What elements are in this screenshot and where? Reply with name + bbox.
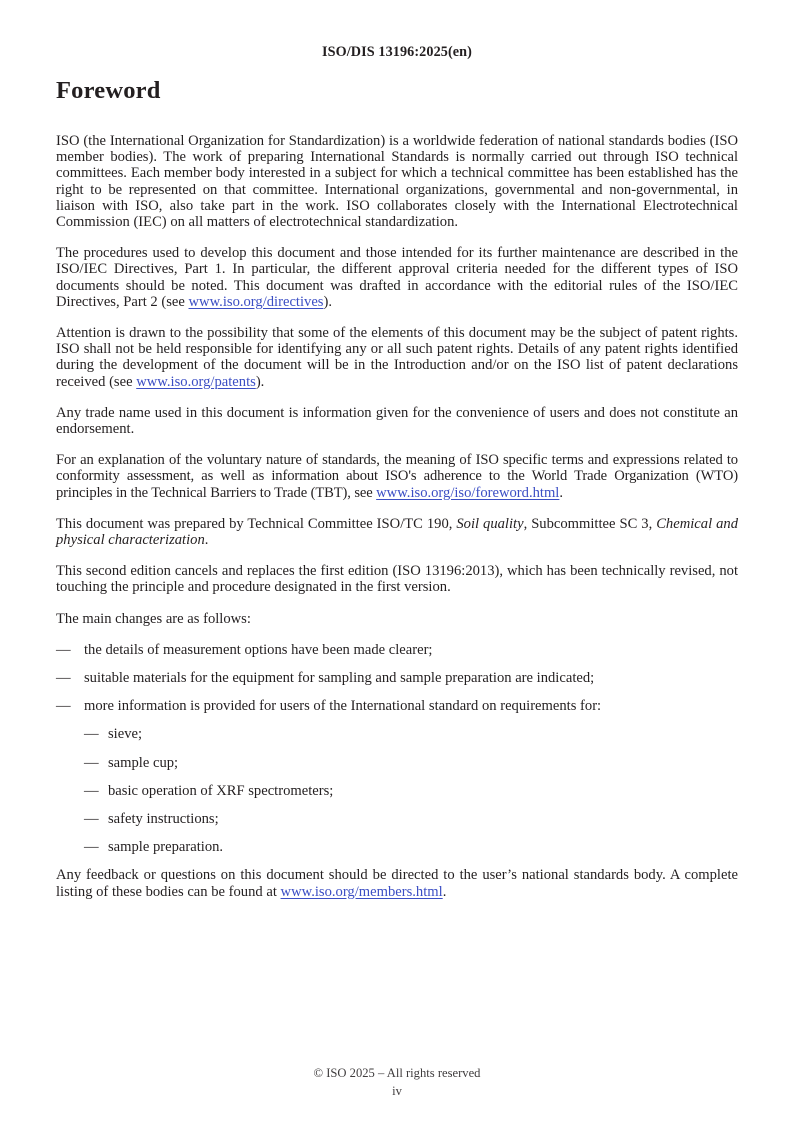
paragraph-patent-rights-text: Attention is drawn to the possibility that some of the elements of this document may be the subject of patent rights. ISO shall not be held responsible for identifying any or all such patent rights. Details of any patent rights identified during the development of the document will be in the Introduction and/or on the ISO list of patent declarations received (see [56, 324, 738, 390]
paragraph-procedures [56, 245, 738, 310]
link-iso-members[interactable]: www.iso.org/members.html [280, 883, 443, 900]
link-iso-foreword[interactable]: www.iso.org/iso/foreword.html [376, 484, 560, 501]
list-item [84, 726, 738, 742]
page-title: Foreword [56, 77, 161, 104]
paragraph-patent-rights [56, 325, 738, 390]
em-dash-icon: — [56, 698, 71, 715]
list-item [84, 755, 738, 771]
paragraph-procedures-tail: ). [323, 293, 333, 310]
paragraph-second-edition: This second edition cancels and replaces the first edition (ISO 13196:2013), which has been technically revised, not touching the principle and procedure designated in the first version. [56, 563, 738, 596]
paragraph-technical-committee [56, 516, 738, 548]
em-dash-icon: — [84, 811, 99, 828]
link-iso-patents[interactable]: www.iso.org/patents [136, 373, 256, 390]
em-dash-icon: — [84, 726, 99, 743]
paragraph-main-changes-intro: The main changes are as follows: [56, 610, 251, 627]
tc-prefix: This document was prepared by Technical Committee ISO/TC 190, [56, 515, 457, 532]
document-body [56, 78, 738, 915]
tc-middle: , Subcommittee SC 3, [523, 515, 657, 532]
running-header: ISO/DIS 13196:2025(en) [322, 44, 472, 60]
page-number: iv [392, 1084, 402, 1098]
em-dash-icon: — [84, 782, 99, 799]
list-item-label: sample cup; [108, 754, 179, 771]
list-item-label: suitable materials for the equipment for sampling and sample preparation are indicated; [84, 670, 595, 687]
paragraph-feedback-text: Any feedback or questions on this document should be directed to the user’s national standards body. A complete listing of these bodies can be found at [56, 867, 738, 900]
list-item-label: safety instructions; [108, 811, 219, 828]
list-item-label: more information is provided for users of the International standard on requirements for: [84, 698, 602, 715]
main-changes-list [56, 642, 738, 715]
tc-suffix: . [204, 532, 209, 548]
list-item [84, 783, 738, 799]
list-item [56, 698, 738, 714]
list-item-label: sample preparation. [108, 839, 224, 856]
list-item [84, 811, 738, 827]
paragraph-voluntary-nature [56, 452, 738, 501]
link-iso-directives[interactable]: www.iso.org/directives [188, 293, 324, 310]
paragraph-voluntary-nature-text: For an explanation of the voluntary nature of standards, the meaning of ISO specific terms and expressions related to conformity assessment, as well as information about ISO's adherence to the World Trade Organization (WTO) principles in the Technical Barriers to Trade (TBT), see [56, 452, 738, 501]
paragraph-patent-rights-tail: ). [255, 373, 265, 390]
list-item-label: basic operation of XRF spectrometers; [108, 782, 334, 799]
list-item-label: the details of measurement options have been made clearer; [84, 641, 433, 658]
paragraph-procedures-text: The procedures used to develop this document and those intended for its further maintenance are described in the ISO/IEC Directives, Part 1. In particular, the different approval criteria needed for the different types of ISO documents should be noted. This document was drafted in accordance with the editorial rules of the ISO/IEC Directives, Part 2 (see [56, 245, 738, 310]
tc-subcommittee-title: Chemical and physical characterization [56, 515, 738, 548]
copyright-notice: © ISO 2025 – All rights reserved [313, 1066, 481, 1080]
paragraph-trade-name: Any trade name used in this document is information given for the convenience of users and does not constitute an endorsement. [56, 404, 738, 437]
em-dash-icon: — [84, 839, 99, 856]
paragraph-iso-description: ISO (the International Organization for Standardization) is a worldwide federation of national standards bodies (ISO member bodies). The work of preparing International Standards is normally carried out through ISO technical committees. Each member body interested in a subject for which a technical committee has been established has the right to be represented on that committee. International organizations, governmental and non-governmental, in liaison with ISO, also take part in the work. ISO collaborates closely with the International Electrotechnical Commission (IEC) on all matters of electrotechnical standardization. [56, 132, 738, 230]
requirements-sublist [56, 726, 738, 855]
em-dash-icon: — [56, 641, 71, 658]
list-item [56, 670, 738, 686]
paragraph-voluntary-nature-tail: . [559, 484, 564, 501]
tc-committee-title: Soil quality [456, 515, 524, 532]
paragraph-feedback [56, 867, 738, 899]
paragraph-feedback-tail: . [442, 883, 447, 900]
em-dash-icon: — [84, 754, 99, 771]
list-item [56, 642, 738, 658]
em-dash-icon: — [56, 670, 71, 687]
list-item [84, 839, 738, 855]
list-item-label: sieve; [108, 726, 143, 743]
